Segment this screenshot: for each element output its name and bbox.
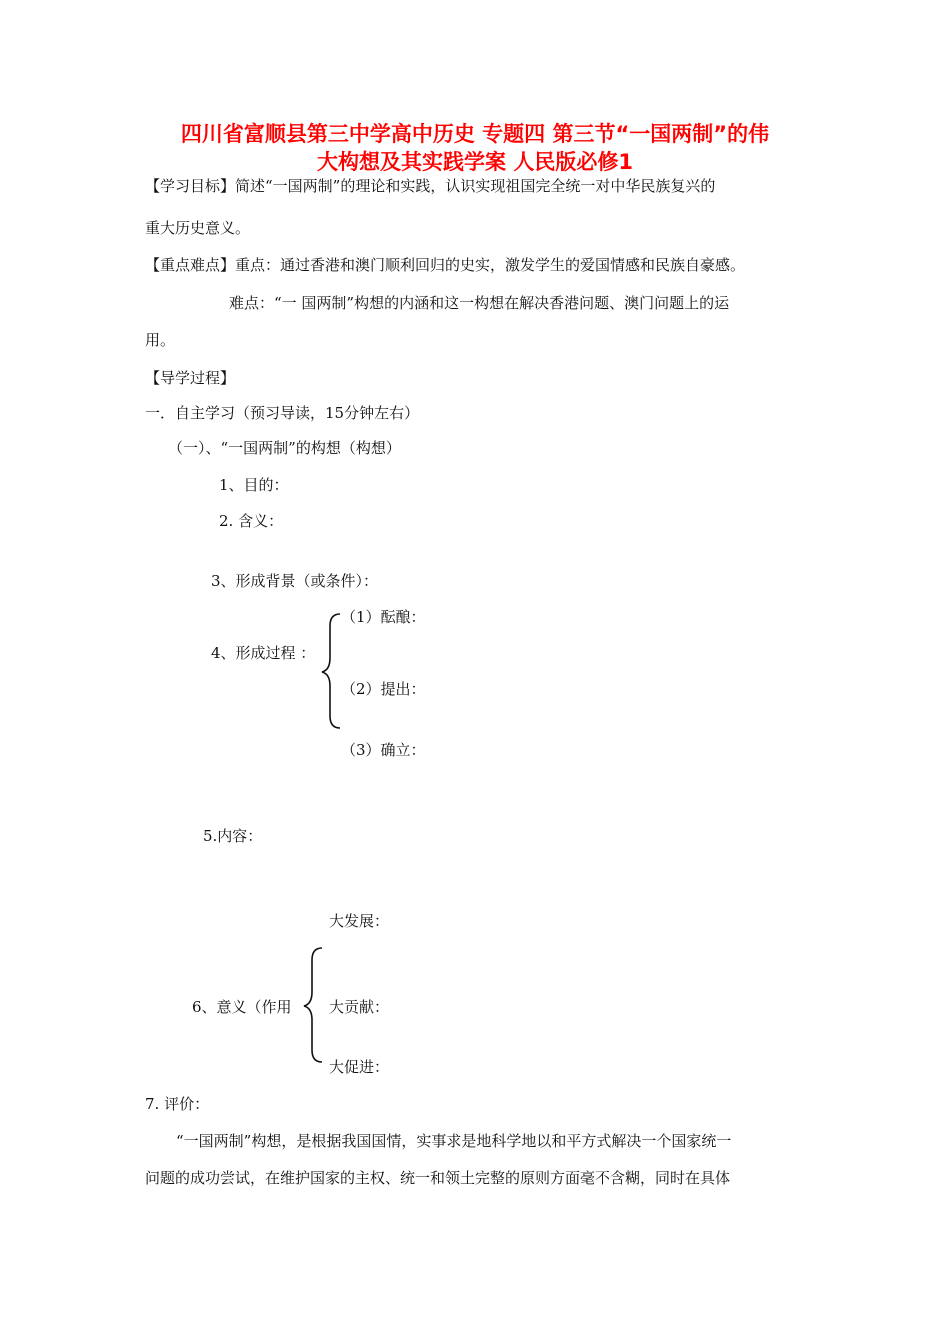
- item-evaluation: 7. 评价：: [145, 1095, 210, 1113]
- learning-objectives-line-1: 【学习目标】简述“一国两制”的理论和实践，认识实现祖国完全统一对中华民族复兴的: [145, 177, 716, 195]
- item-meaning: 2. 含义：: [219, 512, 284, 530]
- significance-contribution: 大贡献：: [329, 998, 390, 1016]
- significance-promotion: 大促进：: [329, 1058, 390, 1076]
- document-title-line-1: 四川省富顺县第三中学高中历史 专题四 第三节“一国两制”的伟: [180, 122, 770, 146]
- formation-step-brewing: （1）酝酿：: [341, 608, 426, 626]
- item-formation-process: 4、形成过程 ：: [211, 644, 316, 662]
- document-title-line-2: 大构想及其实践学案 人民版必修1: [317, 150, 633, 174]
- item-significance: 6、意义（作用: [192, 998, 292, 1016]
- guide-heading: 【导学过程】: [145, 369, 236, 387]
- item-background: 3、形成背景（或条件）：: [211, 572, 379, 590]
- key-points-line-2: 难点：“一 国两制”构想的内涵和这一构想在解决香港问题、澳门问题上的运: [229, 294, 730, 312]
- item-purpose: 1、目的：: [219, 476, 289, 494]
- significance-brace-icon: [300, 946, 330, 1066]
- subsection-concept: （一）、“一国两制”的构想（构想）: [168, 439, 401, 457]
- learning-objectives-line-2: 重大历史意义。: [145, 219, 251, 237]
- evaluation-line-1: “一国两制”构想，是根据我国国情，实事求是地科学地以和平方式解决一个国家统一: [176, 1132, 732, 1150]
- formation-step-established: （3）确立：: [341, 741, 426, 759]
- key-points-line-3: 用。: [145, 331, 176, 349]
- key-points-line-1: 【重点难点】重点：通过香港和澳门顺利回归的史实，激发学生的爱国情感和民族自豪感。: [145, 256, 746, 274]
- evaluation-line-2: 问题的成功尝试，在维护国家的主权、统一和领土完整的原则方面毫不含糊，同时在具体: [145, 1169, 731, 1187]
- formation-step-proposed: （2）提出：: [341, 680, 426, 698]
- significance-development: 大发展：: [329, 912, 390, 930]
- item-content: 5.内容：: [203, 827, 263, 845]
- section-self-study: 一．自主学习（预习导读，15分钟左右）: [145, 404, 420, 422]
- formation-brace-icon: [318, 612, 348, 732]
